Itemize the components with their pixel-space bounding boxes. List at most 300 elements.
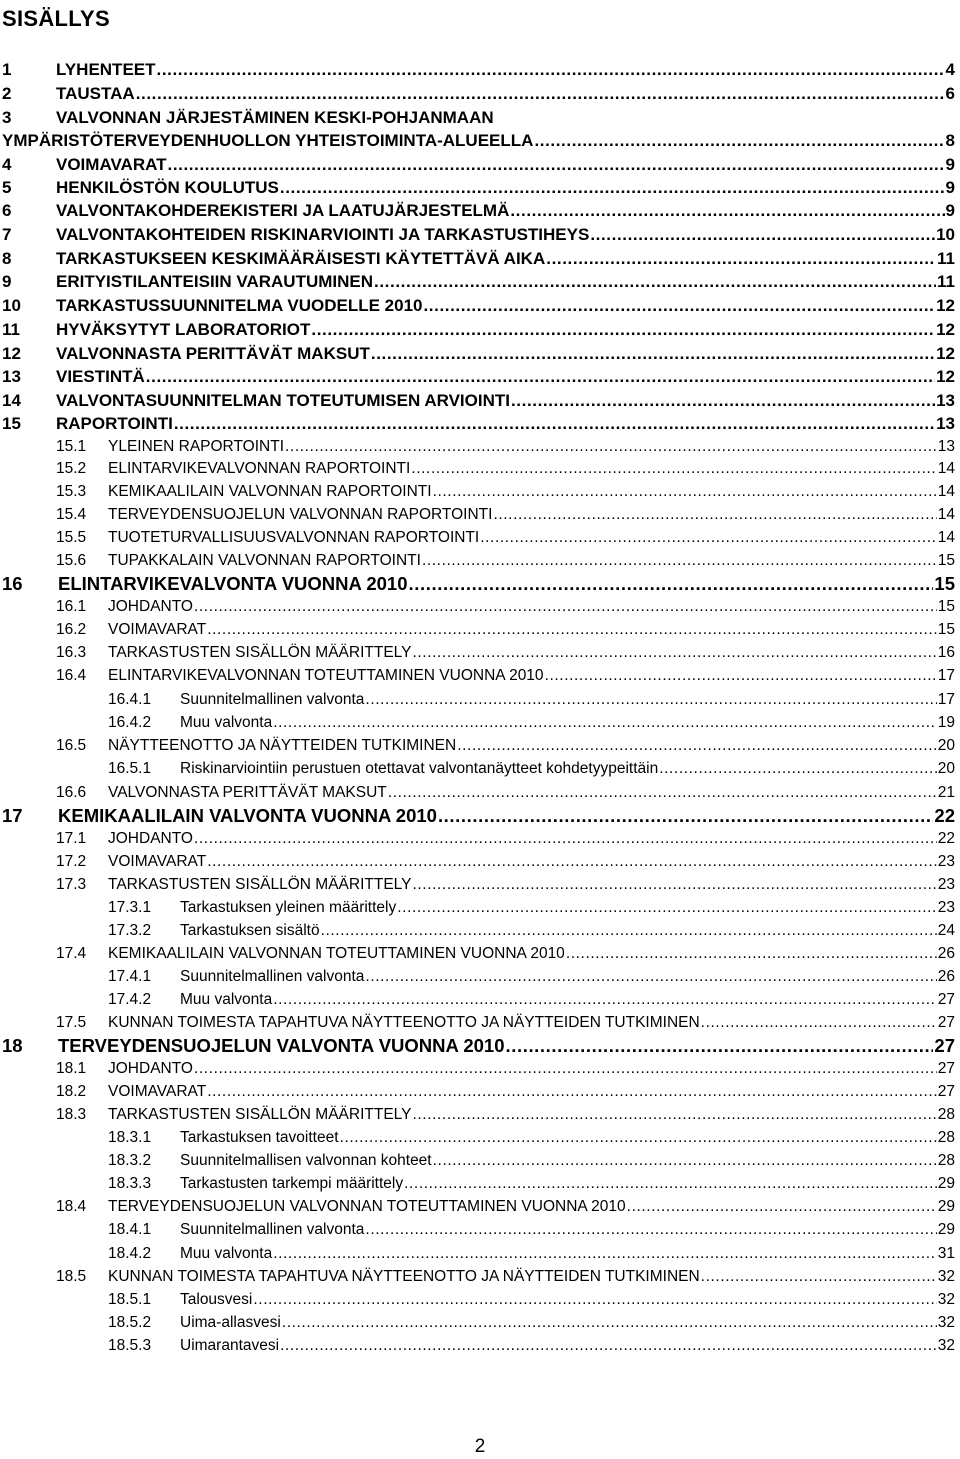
toc-dot-leader xyxy=(273,713,937,733)
toc-entry[interactable] xyxy=(56,1267,955,1289)
toc-entry-title: Muu valvonta xyxy=(180,991,273,1008)
toc-entry-body xyxy=(56,178,955,198)
toc-entry-number: 18.5.2 xyxy=(108,1314,152,1331)
toc-entry-body xyxy=(108,620,955,640)
toc-entry-title: HENKILÖSTÖN KOULUTUS xyxy=(56,178,279,197)
toc-entry[interactable] xyxy=(2,60,955,82)
toc-dot-leader xyxy=(280,178,945,198)
toc-entry-number: 14 xyxy=(2,391,21,410)
toc-dot-leader xyxy=(457,736,937,756)
toc-entry-page: 12 xyxy=(936,296,955,315)
toc-entry-title: Uimarantavesi xyxy=(180,1337,280,1354)
toc-entry-title: VOIMAVARAT xyxy=(108,621,207,638)
toc-entry-page: 12 xyxy=(936,320,955,339)
toc-entry-number: 15.6 xyxy=(56,552,87,569)
toc-entry-number: 18.3.2 xyxy=(108,1152,152,1169)
toc-dot-leader xyxy=(207,852,937,872)
toc-entry-page: 14 xyxy=(937,483,955,500)
toc-entry-title: TERVEYDENSUOJELUN VALVONTA VUONNA 2010 xyxy=(58,1035,505,1056)
toc-entry-title: VALVONTAKOHDEREKISTERI JA LAATUJÄRJESTELMÄ xyxy=(56,201,510,220)
toc-entry-page: 20 xyxy=(937,737,955,754)
toc-dot-leader xyxy=(433,1151,937,1171)
toc-entry[interactable] xyxy=(108,990,955,1012)
toc-dot-leader xyxy=(701,1267,937,1287)
toc-dot-leader xyxy=(397,898,937,918)
toc-entry-number: 17.4.1 xyxy=(108,968,152,985)
toc-entry-number: 1 xyxy=(2,60,12,79)
toc-entry-number: 7 xyxy=(2,225,12,244)
toc-entry-title: TARKASTUSTEN SISÄLLÖN MÄÄRITTELY xyxy=(108,876,412,893)
toc-dot-leader xyxy=(194,1059,937,1079)
toc-entry-title: HYVÄKSYTYT LABORATORIOT xyxy=(56,320,311,339)
toc-entry-page: 26 xyxy=(937,945,955,962)
toc-entry[interactable] xyxy=(108,759,955,781)
toc-entry[interactable] xyxy=(56,505,955,527)
toc-entry-page: 32 xyxy=(937,1268,955,1285)
toc-entry-page: 4 xyxy=(945,60,955,79)
toc-entry-body xyxy=(56,155,955,175)
toc-entry[interactable] xyxy=(2,178,955,200)
toc-entry-page: 10 xyxy=(936,225,955,244)
toc-entry[interactable] xyxy=(108,898,955,920)
toc-entry-title: KUNNAN TOIMESTA TAPAHTUVA NÄYTTEENOTTO JA NÄYTTEIDEN TUTKIMINEN xyxy=(108,1268,700,1285)
toc-entry-number: 15 xyxy=(2,414,21,433)
toc-entry[interactable] xyxy=(2,391,955,413)
page-number: 2 xyxy=(474,1436,486,1457)
toc-entry-page: 26 xyxy=(937,968,955,985)
toc-entry-page: 12 xyxy=(936,367,955,386)
toc-entry-title: Tarkastuksen sisältö xyxy=(180,922,320,939)
toc-entry-number: 17 xyxy=(2,805,23,826)
toc-dot-leader xyxy=(194,597,937,617)
toc-entry-page: 24 xyxy=(937,922,955,939)
toc-entry-page: 28 xyxy=(937,1152,955,1169)
toc-entry-number: 16.1 xyxy=(56,598,87,615)
toc-entry-body xyxy=(56,296,955,316)
toc-entry-page: 8 xyxy=(945,131,955,150)
toc-entry[interactable] xyxy=(56,1105,955,1127)
toc-dot-leader xyxy=(365,967,936,987)
toc-entry-body xyxy=(180,690,955,710)
toc-dot-leader xyxy=(411,459,936,479)
toc-entry-body xyxy=(58,806,955,826)
toc-dot-leader xyxy=(412,875,936,895)
toc-entry-title: Tarkastuksen tavoitteet xyxy=(180,1129,339,1146)
toc-entry-title: Uima-allasvesi xyxy=(180,1314,281,1331)
toc-entry[interactable] xyxy=(56,528,955,550)
toc-entry-body xyxy=(56,60,955,80)
toc-entry[interactable] xyxy=(2,574,955,596)
toc-dot-leader xyxy=(659,759,937,779)
toc-dot-leader xyxy=(505,1036,933,1056)
toc-entry-body xyxy=(180,1336,955,1356)
toc-entry-body xyxy=(56,272,955,292)
toc-entry-page: 11 xyxy=(937,249,955,268)
toc-dot-leader xyxy=(545,666,937,686)
toc-entry-number: 5 xyxy=(2,178,12,197)
toc-entry-page: 27 xyxy=(937,991,955,1008)
toc-entry-page: 11 xyxy=(937,272,955,291)
toc-entry-page: 15 xyxy=(937,552,955,569)
toc-entry-page: 13 xyxy=(936,414,955,433)
toc-entry-title: VIESTINTÄ xyxy=(56,367,145,386)
toc-entry[interactable] xyxy=(108,1151,955,1173)
toc-entry-body xyxy=(58,574,955,594)
toc-entry[interactable] xyxy=(56,597,955,619)
toc-entry[interactable] xyxy=(108,1244,955,1266)
toc-entry[interactable] xyxy=(56,852,955,874)
toc-entry-page: 23 xyxy=(937,853,955,870)
toc-entry[interactable] xyxy=(2,1036,955,1058)
toc-entry-body xyxy=(108,829,955,849)
toc-entry-body xyxy=(108,852,955,872)
toc-entry-body xyxy=(180,1244,955,1264)
toc-entry[interactable] xyxy=(108,1174,955,1196)
toc-entry-title: YMPÄRISTÖTERVEYDENHUOLLON YHTEISTOIMINTA-ALUEELLA xyxy=(2,131,534,150)
toc-entry-body xyxy=(108,944,955,964)
toc-entry[interactable] xyxy=(56,643,955,665)
toc-dot-leader xyxy=(388,783,937,803)
toc-entry[interactable] xyxy=(56,551,955,573)
toc-entry-page: 22 xyxy=(937,830,955,847)
toc-entry-page: 32 xyxy=(937,1337,955,1354)
toc-entry-number: 18.3 xyxy=(56,1106,87,1123)
toc-entry-number: 18.2 xyxy=(56,1083,87,1100)
toc-entry-page: 20 xyxy=(937,760,955,777)
toc-entry-number: 13 xyxy=(2,367,21,386)
toc-entry-page: 12 xyxy=(936,344,955,363)
toc-entry-title: YLEINEN RAPORTOINTI xyxy=(108,438,284,455)
toc-entry-title: KEMIKAALILAIN VALVONTA VUONNA 2010 xyxy=(58,805,437,826)
toc-dot-leader xyxy=(433,482,937,502)
toc-entry[interactable] xyxy=(2,344,955,366)
toc-entry-number: 12 xyxy=(2,344,21,363)
toc-entry-page: 29 xyxy=(937,1221,955,1238)
toc-dot-leader xyxy=(412,643,936,663)
toc-entry-page: 17 xyxy=(937,667,955,684)
toc-dot-leader xyxy=(480,528,937,548)
toc-entry-number: 18.5.1 xyxy=(108,1291,152,1308)
toc-entry-title: VALVONNAN JÄRJESTÄMINEN KESKI-POHJANMAAN xyxy=(56,108,494,127)
toc-entry[interactable] xyxy=(2,201,955,223)
toc-entry-page: 9 xyxy=(945,155,955,174)
toc-dot-leader xyxy=(546,249,936,269)
toc-dot-leader xyxy=(566,944,937,964)
toc-entry-number: 18.1 xyxy=(56,1060,87,1077)
toc-entry[interactable] xyxy=(56,482,955,504)
toc-entry[interactable] xyxy=(2,108,955,130)
toc-entry-number: 17.3 xyxy=(56,876,87,893)
toc-entry-page: 28 xyxy=(937,1106,955,1123)
toc-entry-body xyxy=(108,1013,955,1033)
toc-entry-body xyxy=(58,1036,955,1056)
toc-entry-title: TERVEYDENSUOJELUN VALVONNAN RAPORTOINTI xyxy=(108,506,493,523)
toc-entry-page: 31 xyxy=(937,1245,955,1262)
toc-entry-title: JOHDANTO xyxy=(108,1060,193,1077)
toc-entry-body xyxy=(56,414,955,434)
toc-dot-leader xyxy=(511,391,935,411)
toc-entry-body xyxy=(180,759,955,779)
toc-dot-leader xyxy=(285,437,937,457)
toc-entry-title: VALVONTASUUNNITELMAN TOTEUTUMISEN ARVIOINTI xyxy=(56,391,510,410)
toc-entry-number: 15.5 xyxy=(56,529,87,546)
toc-entry-number: 17.4.2 xyxy=(108,991,152,1008)
toc-entry-number: 3 xyxy=(2,108,12,127)
toc-entry-title: LYHENTEET xyxy=(56,60,156,79)
toc-entry-page: 14 xyxy=(937,506,955,523)
toc-dot-leader xyxy=(374,272,936,292)
toc-entry[interactable] xyxy=(108,1336,955,1358)
toc-entry-page: 9 xyxy=(945,201,955,220)
toc-entry-body xyxy=(108,736,955,756)
toc-entry-body xyxy=(108,783,955,803)
toc-entry-title: ELINTARVIKEVALVONTA VUONNA 2010 xyxy=(58,573,408,594)
toc-entry-number: 17.3.2 xyxy=(108,922,152,939)
toc-entry-number: 18.5.3 xyxy=(108,1337,152,1354)
toc-entry-body xyxy=(108,1105,955,1125)
toc-entry-number: 8 xyxy=(2,249,12,268)
toc-entry-title: TARKASTUSSUUNNITELMA VUODELLE 2010 xyxy=(56,296,423,315)
toc-entry-body xyxy=(56,367,955,387)
toc-entry[interactable] xyxy=(108,1128,955,1150)
toc-entry-number: 15.1 xyxy=(56,438,87,455)
toc-entry-number: 16.4 xyxy=(56,667,87,684)
toc-entry-title: Tarkastusten tarkempi määrittely xyxy=(180,1175,404,1192)
toc-dot-leader xyxy=(273,990,937,1010)
toc-entry-page: 32 xyxy=(937,1314,955,1331)
toc-entry-number: 17.3.1 xyxy=(108,899,152,916)
toc-entry[interactable] xyxy=(56,736,955,758)
toc-entry-body xyxy=(180,967,955,987)
toc-entry-number: 15.3 xyxy=(56,483,87,500)
toc-entry-number: 6 xyxy=(2,201,12,220)
toc-entry-body xyxy=(180,713,955,733)
toc-entry-body xyxy=(180,1128,955,1148)
toc-entry-page: 28 xyxy=(937,1129,955,1146)
toc-entry[interactable] xyxy=(56,829,955,851)
toc-entry[interactable] xyxy=(56,783,955,805)
toc-dot-leader xyxy=(493,505,936,525)
toc-entry-number: 17.2 xyxy=(56,853,87,870)
toc-entry-title: TARKASTUKSEEN KESKIMÄÄRÄISESTI KÄYTETTÄVÄ AIKA xyxy=(56,249,546,268)
toc-dot-leader xyxy=(701,1013,937,1033)
toc-entry-body xyxy=(108,1197,955,1217)
toc-entry-title: Riskinarviointiin perustuen otettavat valvontanäytteet kohdetyypeittäin xyxy=(180,760,659,777)
toc-entry-body xyxy=(108,597,955,617)
toc-entry-title: Suunnitelmallinen valvonta xyxy=(180,691,365,708)
toc-dot-leader xyxy=(412,1105,936,1125)
toc-entry[interactable] xyxy=(2,367,955,389)
toc-entry-body xyxy=(108,1082,955,1102)
toc-entry-title: Muu valvonta xyxy=(180,1245,273,1262)
toc-entry[interactable] xyxy=(2,320,955,342)
toc-entry-body xyxy=(108,643,955,663)
toc-entry-number: 10 xyxy=(2,296,21,315)
toc-dot-leader xyxy=(194,829,937,849)
toc-entry-number: 17.1 xyxy=(56,830,87,847)
toc-entry[interactable] xyxy=(108,1290,955,1312)
toc-dot-leader xyxy=(365,690,936,710)
toc-entry-page: 13 xyxy=(937,438,955,455)
toc-entry[interactable] xyxy=(108,713,955,735)
toc-entry-page: 23 xyxy=(937,899,955,916)
page-title: SISÄLLYS xyxy=(2,6,110,31)
toc-entry-page: 27 xyxy=(937,1014,955,1031)
toc-entry[interactable] xyxy=(2,84,955,106)
toc-entry-number: 18.5 xyxy=(56,1268,87,1285)
toc-entry-number: 15.4 xyxy=(56,506,87,523)
toc-entry-page: 16 xyxy=(937,644,955,661)
toc-entry[interactable] xyxy=(56,620,955,642)
toc-dot-leader xyxy=(207,1082,937,1102)
toc-entry-title: VOIMAVARAT xyxy=(108,853,207,870)
toc-dot-leader xyxy=(253,1290,936,1310)
toc-entry-title: KEMIKAALILAIN VALVONNAN RAPORTOINTI xyxy=(108,483,432,500)
toc-entry-number: 16.5.1 xyxy=(108,760,152,777)
toc-entry-title: VOIMAVARAT xyxy=(108,1083,207,1100)
toc-dot-leader xyxy=(590,225,935,245)
toc-entry-body xyxy=(180,1220,955,1240)
toc-entry-body xyxy=(108,875,955,895)
toc-entry-number: 15.2 xyxy=(56,460,87,477)
toc-dot-leader xyxy=(422,551,937,571)
toc-entry-title: JOHDANTO xyxy=(108,598,193,615)
toc-entry-number: 17.4 xyxy=(56,945,87,962)
toc-entry-body xyxy=(180,1151,955,1171)
toc-entry-number: 16.2 xyxy=(56,621,87,638)
toc-dot-leader xyxy=(340,1128,937,1148)
toc-dot-leader xyxy=(404,1174,937,1194)
toc-entry-number: 18.3.3 xyxy=(108,1175,152,1192)
toc-entry-page: 17 xyxy=(937,691,955,708)
toc-entry-page: 14 xyxy=(937,529,955,546)
toc-entry-page: 27 xyxy=(934,1035,955,1056)
toc-entry-body xyxy=(56,249,955,269)
toc-entry[interactable] xyxy=(56,437,955,459)
toc-entry-number: 16.4.2 xyxy=(108,714,152,731)
toc-entry-title: VOIMAVARAT xyxy=(56,155,167,174)
toc-dot-leader xyxy=(174,414,935,434)
toc-entry-title: ELINTARVIKEVALVONNAN TOTEUTTAMINEN VUONNA 2010 xyxy=(108,667,544,684)
toc-dot-leader xyxy=(365,1220,936,1240)
toc-entry-page: 13 xyxy=(936,391,955,410)
toc-entry[interactable] xyxy=(56,875,955,897)
toc-entry-title: Talousvesi xyxy=(180,1291,253,1308)
toc-entry-title: TAUSTAA xyxy=(56,84,135,103)
toc-dot-leader xyxy=(168,155,945,175)
toc-dot-leader xyxy=(438,806,933,826)
toc-dot-leader xyxy=(534,131,944,151)
toc-entry-title: KUNNAN TOIMESTA TAPAHTUVA NÄYTTEENOTTO JA NÄYTTEIDEN TUTKIMINEN xyxy=(108,1014,700,1031)
toc-entry-page: 15 xyxy=(937,598,955,615)
toc-entry-body xyxy=(108,1059,955,1079)
toc-entry[interactable] xyxy=(2,414,955,436)
toc-entry-title: Suunnitelmallisen valvonnan kohteet xyxy=(180,1152,432,1169)
toc-entry[interactable] xyxy=(2,225,955,247)
toc-entry-page: 27 xyxy=(937,1060,955,1077)
toc-entry-title: Tarkastuksen yleinen määrittely xyxy=(180,899,397,916)
toc-entry-page: 9 xyxy=(945,178,955,197)
toc-dot-leader xyxy=(273,1244,937,1264)
toc-entry-number: 18.4 xyxy=(56,1198,87,1215)
toc-entry-title: TUOTETURVALLISUUSVALVONNAN RAPORTOINTI xyxy=(108,529,480,546)
toc-entry[interactable] xyxy=(108,690,955,712)
toc-entry-page: 15 xyxy=(937,621,955,638)
toc-entry-body xyxy=(108,437,955,457)
toc-entry-body xyxy=(180,1174,955,1194)
toc-dot-leader xyxy=(207,620,937,640)
toc-entry-body xyxy=(56,108,955,128)
toc-entry[interactable] xyxy=(2,806,955,828)
toc-entry-number: 16 xyxy=(2,573,23,594)
toc-dot-leader xyxy=(510,201,944,221)
toc-dot-leader xyxy=(423,296,935,316)
toc-entry-body xyxy=(56,344,955,364)
toc-entry[interactable] xyxy=(108,1220,955,1242)
toc-dot-leader xyxy=(311,320,935,340)
toc-entry[interactable] xyxy=(56,459,955,481)
toc-entry-title: ERITYISTILANTEISIIN VARAUTUMINEN xyxy=(56,272,374,291)
toc-entry[interactable] xyxy=(2,296,955,318)
toc-entry-body xyxy=(108,505,955,525)
toc-entry-body xyxy=(180,1290,955,1310)
toc-entry-number: 17.5 xyxy=(56,1014,87,1031)
toc-entry-page: 29 xyxy=(937,1198,955,1215)
toc-entry-number: 4 xyxy=(2,155,12,174)
toc-entry-title: RAPORTOINTI xyxy=(56,414,173,433)
toc-entry-body xyxy=(108,482,955,502)
toc-entry-page: 19 xyxy=(937,714,955,731)
toc-dot-leader xyxy=(146,367,935,387)
toc-entry-title: TARKASTUSTEN SISÄLLÖN MÄÄRITTELY xyxy=(108,1106,412,1123)
toc-entry[interactable] xyxy=(108,921,955,943)
toc-entry[interactable] xyxy=(2,249,955,271)
toc-entry-title: ELINTARVIKEVALVONNAN RAPORTOINTI xyxy=(108,460,411,477)
toc-entry-page: 6 xyxy=(945,84,955,103)
toc-entry-page: 32 xyxy=(937,1291,955,1308)
toc-entry-body xyxy=(2,131,955,151)
toc-entry[interactable] xyxy=(56,1013,955,1035)
toc-entry[interactable] xyxy=(56,1059,955,1081)
toc-entry-title: VALVONNASTA PERITTÄVÄT MAKSUT xyxy=(108,784,387,801)
toc-entry-number: 11 xyxy=(2,320,20,339)
toc-entry[interactable] xyxy=(56,1082,955,1104)
toc-entry-body xyxy=(108,528,955,548)
toc-entry-title: VALVONTAKOHTEIDEN RISKINARVIOINTI JA TARKASTUSTIHEYS xyxy=(56,225,590,244)
toc-entry-body xyxy=(56,201,955,221)
toc-entry[interactable] xyxy=(2,272,955,294)
toc-entry-number: 18.4.2 xyxy=(108,1245,152,1262)
toc-entry[interactable] xyxy=(108,967,955,989)
toc-entry-body xyxy=(180,990,955,1010)
toc-entry-title: TERVEYDENSUOJELUN VALVONNAN TOTEUTTAMINEN VUONNA 2010 xyxy=(108,1198,626,1215)
toc-entry-page: 29 xyxy=(937,1175,955,1192)
toc-entry[interactable] xyxy=(56,1197,955,1219)
toc-entry[interactable] xyxy=(56,944,955,966)
toc-entry-title: JOHDANTO xyxy=(108,830,193,847)
toc-entry[interactable] xyxy=(2,131,955,153)
toc-entry-number: 18 xyxy=(2,1035,23,1056)
toc-entry-body xyxy=(180,898,955,918)
toc-entry[interactable] xyxy=(108,1313,955,1335)
toc-entry-title: Suunnitelmallinen valvonta xyxy=(180,1221,365,1238)
toc-entry-body xyxy=(108,459,955,479)
toc-entry[interactable] xyxy=(2,155,955,177)
toc-entry[interactable] xyxy=(56,666,955,688)
toc-entry-number: 16.6 xyxy=(56,784,87,801)
toc-entry-number: 2 xyxy=(2,84,12,103)
toc-entry-body xyxy=(108,666,955,686)
